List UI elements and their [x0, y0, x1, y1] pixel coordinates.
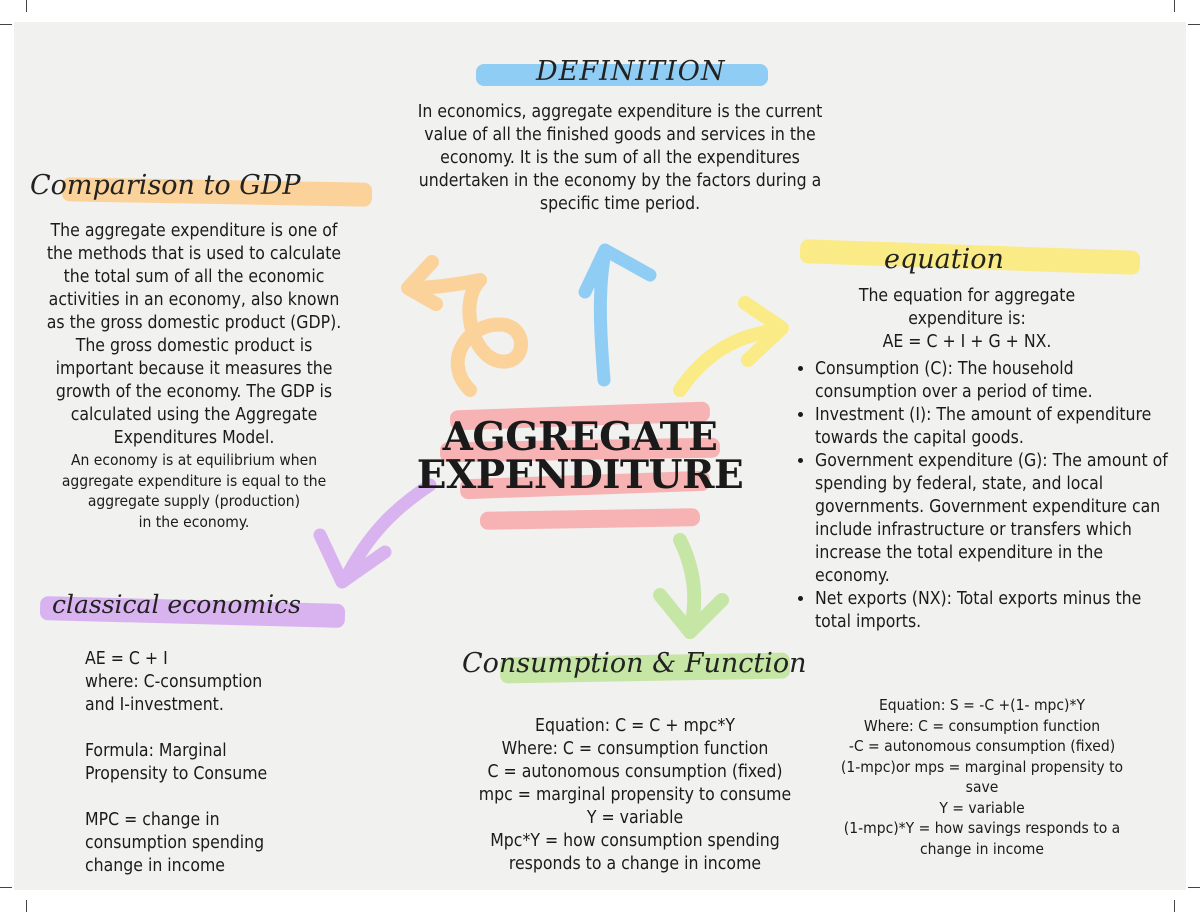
- title-line-1: AGGREGATE: [442, 414, 718, 460]
- classical-line: AE = C + I: [85, 649, 168, 669]
- classical-line: MPC = change in: [85, 810, 220, 830]
- savings-line: change in income: [920, 839, 1044, 858]
- comparison-line: the total sum of all the economic: [63, 267, 325, 287]
- bullet-government: • Government expenditure (G): The amount of spending by federal, state, and local governments. Government expenditure can include infrastructure or transfers which increase the total expenditure in the economy.: [815, 450, 1180, 588]
- definition-line: In economics, aggregate expenditure is the current: [417, 102, 823, 122]
- equation-heading: equation: [884, 244, 1004, 275]
- classical-text: [85, 648, 345, 878]
- consumption-line: responds to a change in income: [508, 854, 762, 874]
- consumption-line: Y = variable: [586, 808, 684, 828]
- consumption-text: [440, 715, 830, 876]
- bullet-net-exports: • Net exports (NX): Total exports minus the total imports.: [815, 588, 1180, 634]
- comparison-line: important because it measures the: [55, 359, 333, 379]
- consumption-line: C = autonomous consumption (fixed): [487, 762, 783, 782]
- comparison-heading: Comparison to GDP: [30, 170, 301, 201]
- comparison-small-line: aggregate supply (production): [87, 492, 301, 510]
- classical-line: where: C-consumption: [85, 672, 263, 692]
- comparison-line: as the gross domestic product (GDP).: [46, 313, 342, 333]
- equation-intro: [800, 285, 1134, 354]
- classical-line: Propensity to Consume: [85, 764, 268, 784]
- blue-arrow: [585, 250, 650, 380]
- definition-line: specific time period.: [539, 194, 701, 214]
- comparison-line: calculated using the Aggregate: [70, 405, 318, 425]
- comparison-small-line: in the economy.: [138, 512, 250, 531]
- definition-line: value of all the finished goods and services in the: [424, 125, 816, 145]
- savings-line: save: [965, 778, 999, 796]
- green-arrow: [660, 540, 722, 632]
- comparison-line: The aggregate expenditure is one of: [50, 221, 338, 241]
- savings-line: -C = autonomous consumption (fixed): [848, 737, 1116, 755]
- savings-line: Equation: S = -C +(1- mpc)*Y: [879, 696, 1085, 714]
- comparison-line: Expenditures Model.: [113, 428, 275, 448]
- definition-text: [380, 101, 860, 216]
- bullet-investment: • Investment (I): The amount of expenditure towards the capital goods.: [815, 404, 1180, 450]
- page-title: [410, 414, 750, 498]
- comparison-line: The gross domestic product is: [75, 336, 313, 356]
- savings-line: (1-mpc)*Y = how savings responds to a: [843, 819, 1121, 837]
- classical-line: and I-investment.: [85, 695, 224, 715]
- classical-line: Formula: Marginal: [85, 741, 227, 761]
- consumption-line: mpc = marginal propensity to consume: [478, 785, 792, 805]
- classical-line: consumption spending: [85, 833, 265, 853]
- consumption-heading: Consumption & Function: [462, 648, 807, 679]
- comparison-small-line: An economy is at equilibrium when: [70, 451, 318, 469]
- savings-line: (1-mpc)or mps = marginal propensity to: [840, 757, 1124, 776]
- comparison-small-line: aggregate expenditure is equal to the: [61, 471, 327, 490]
- definition-heading: DEFINITION: [536, 56, 726, 87]
- consumption-line: Mpc*Y = how consumption spending: [490, 831, 780, 851]
- yellow-arrow: [680, 303, 782, 390]
- definition-line: undertaken in the economy by the factors during a: [418, 171, 822, 191]
- consumption-line: Where: C = consumption function: [501, 739, 769, 759]
- equation-intro-line: expenditure is:: [908, 309, 1026, 329]
- equation-bullets: [795, 358, 1180, 634]
- savings-line: Y = variable: [939, 798, 1025, 817]
- bullet-consumption: • Consumption (C): The household consumption over a period of time.: [815, 358, 1180, 404]
- comparison-text: [24, 220, 364, 532]
- comparison-line: activities in an economy, also known: [48, 290, 340, 310]
- savings-text: [812, 695, 1152, 859]
- equation-intro-line: The equation for aggregate: [858, 286, 1076, 306]
- title-line-2: EXPENDITURE: [416, 452, 744, 498]
- equation-intro-line: AE = C + I + G + NX.: [882, 332, 1052, 352]
- savings-line: Where: C = consumption function: [863, 716, 1101, 735]
- comparison-line: growth of the economy. The GDP is: [55, 382, 333, 402]
- comparison-line: the methods that is used to calculate: [46, 244, 342, 264]
- orange-arrow: [408, 262, 521, 390]
- classical-heading: classical economics: [52, 590, 301, 619]
- consumption-line: Equation: C = C + mpc*Y: [535, 716, 735, 736]
- classical-line: change in income: [85, 856, 225, 876]
- definition-line: economy. It is the sum of all the expenditures: [440, 148, 800, 168]
